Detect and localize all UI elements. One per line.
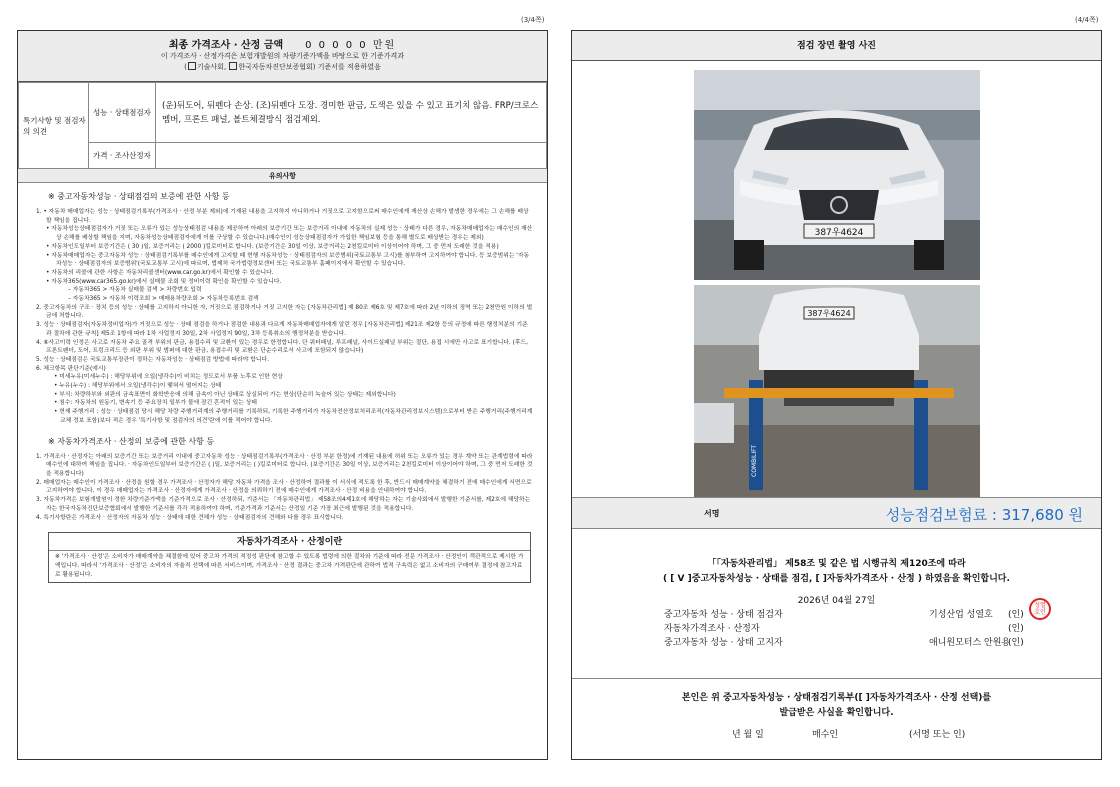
insurance-fee: 성능점검보험료 : 317,680 원 xyxy=(885,506,1083,524)
divider xyxy=(572,678,1101,679)
signer-role: 자동차가격조사 · 산정자 xyxy=(664,624,760,634)
car-front-image xyxy=(694,70,980,280)
appraiser-opinion xyxy=(156,143,547,169)
opinion-label: 특기사항 및 점검자의 의견 xyxy=(19,83,89,169)
signature-label: 서명 xyxy=(704,509,720,518)
s1-subitem: – 자동차365 > 자동차 실매물 검색 > 차량번호 입력 xyxy=(68,287,202,294)
price-appraisal-body: ※ '가격조사 · 산정'은 소비자가 매매계약을 체결함에 있어 중고차 가격의 적정성 판단에 참고할 수 있도록 법령에 의한 절차와 기준에 따라 전문 가격조사 · 산정인이 객관적으로 제시한 가액입니다. 따라서 '가격조사 · 산정'은 소비자의 자율적 선택에 따른 서비스이며, 가격조사 · 산정 결과는 중고차 가격판단에 관하여 법적 구속력은 없고 소비자의 구매여부 결정에 참고자료로 활용됩니다. xyxy=(55,554,524,579)
price-basis-line: 이 가격조사 · 산정가격은 보험개발원의 차량기준가액을 바탕으로 한 기준가격과 xyxy=(160,52,405,60)
plate-text-front: 387우4624 xyxy=(814,228,864,238)
car-lift-image xyxy=(694,285,980,497)
plate-text-rear: 387우4624 xyxy=(807,309,851,318)
s1-subitem: – 자동차365 > 자동차 이력조회 > 매매용차량조회 > 자동차등록번호 검색 xyxy=(68,296,259,303)
s2-item: 4. 특기사항란은 가격조사 · 산정자의 자동차 성능 · 상태에 대한 견해가 성능 · 상태점검자의 견해와 다를 경우 표시합니다. xyxy=(36,514,344,521)
price-standard-line: ( 기술사회, 한국자동차진단보증협회) 기준서를 적용하였음 xyxy=(184,63,381,71)
confirm-line-2: ( [ V ]중고자동차성능 · 상태를 점검, [ ]자동차가격조사 · 산정 ) 하였음을 확인합니다. xyxy=(663,574,1010,584)
buyer-acknowledgement xyxy=(572,691,1101,721)
s1-item: 4. ⑥사고이력 인정은 사고로 자동차 주요 골격 부위의 판금, 용접수리 및 교환이 있는 경우로 한정합니다. 단 쿼터패널, 루프패널, 사이드실패널 부위는 절단, 용접 시에만 사고로 표기합니다. (후드, 프론트펜더, 도어, 트렁크리드 등 외판 부위 및 범퍼에 대한 판금, 용접수리 및 교환은 단순수리로서 사고에 포함되지 않습니다) xyxy=(36,339,528,355)
signer-name: 애니원모터스 안원용 xyxy=(929,638,1011,648)
section2-body xyxy=(18,453,547,523)
signer-mark: (인) xyxy=(1008,624,1024,634)
car-lift-photo xyxy=(694,285,980,497)
s1-item: • 자동차인도일부터 보증기간은 ( 30 )일, 보증거리는 ( 2000 )킬로미터로 합니다. (보증기간은 30일 이상, 보증거리는 2천킬로미터 이상이어야 하며, 그 중 먼저 도래한 것을 적용) xyxy=(46,243,499,250)
s1-item: 2. 중고자동차의 구조 · 장치 등의 성능 · 상태를 고지하지 아니한 자, 거짓으로 점검하거나 거짓 고지한 자는 [자동차관리법] 제 80조 제6호 및 제7호에 따라 2년 이하의 징역 또는 2천만원 이하의 벌금에 처합니다. xyxy=(36,304,533,320)
inspector-label: 성능 · 상태점검자 xyxy=(89,83,156,143)
photo-section-title: 점검 장면 촬영 사진 xyxy=(572,31,1101,61)
final-price-header xyxy=(18,31,547,82)
page-number-right: (4/4쪽) xyxy=(1075,16,1099,24)
s1-item: 5. 성능 · 상태점검은 국토교통부장관이 정하는 자동차성능 · 상태점검 방법에 따라야 합니다. xyxy=(36,356,269,363)
price-appraisal-title: 자동차가격조사 · 산정이란 xyxy=(49,533,530,551)
page-left xyxy=(17,30,548,760)
ack-date: 년 월 일 xyxy=(732,730,764,740)
inspection-confirmation xyxy=(572,557,1101,587)
s1-item: 6. 체크항목 판단기준(예시) xyxy=(36,365,106,372)
appraiser-label: 가격 · 조사산정자 xyxy=(89,143,156,169)
car-front-photo xyxy=(694,70,980,280)
s1-subitem: • 누유(누수) : 해당부위에서 오일(냉각수)이 맺혀서 떨어지는 상태 xyxy=(54,383,222,390)
s2-item: 2. 매매업자는 매수인이 가격조사 · 산정을 원할 경우 가격조사 · 산정자가 해당 자동차 가격을 조사 · 산정하여 결과를 이 서식에 적도록 한 후, 반드시 매매계약을 체결하기 전에 매수인에게 서면으로 고지하여야 합니다. 이 경우 매매업자는 가격조사 · 산정자에게 가격조사 · 산정을 의뢰하기 전에 매수인에게 가격조사 · 산정 비용을 안내하여야 합니다. xyxy=(36,479,532,495)
signer-name: 기성산업 성열호 xyxy=(929,610,993,620)
final-price-amount: 0 0 0 0 0 만원 xyxy=(305,40,397,51)
s1-item: • 자동차성능상태점검자가 거짓 또는 오류가 있는 성능상태점검 내용을 제공하여 아래의 보증기간 또는 보증거리 이내에 자동차의 실제 성능 · 상태가 다른 경우, 자동차매매업자는 매수인의 재산상 손해를 배상할 책임을 지며, 자동차성능상태점검자에게 이를 구상할 수 있습니다.(매수인이 성능상태점검자가 가입한 책임보험 등을 통해 별도로 배상받는 경우는 제외) xyxy=(46,226,533,242)
confirm-line-1: 「「자동차관리법」 제58조 및 같은 법 시행규칙 제120조에 따라 xyxy=(707,559,966,569)
ack-line-1: 본인은 위 중고자동차성능 · 상태점검기록부([ ]자동차가격조사 · 산정 선택)를 xyxy=(681,693,992,703)
page-number-left: (3/4쪽) xyxy=(521,16,545,24)
s1-subitem: • 현재 주행거리 : 성능 · 상태점검 당시 해당 차량 주행거리계의 주행거리를 기록하되, 기록한 주행거리가 자동차전산정보처리조직(자동차관리정보시스템)으로부터 받은 주행거리(주행거리계 교체 정보 포함)보다 적은 경우 '특기사항 및 점검자의 의견'란에 이를 적어야 합니다. xyxy=(54,409,533,424)
confirm-date: 2026년 04월 27일 xyxy=(797,596,876,606)
s1-subitem: • 침수: 자동차의 원동기, 변속기 등 주요장치 일부가 물에 잠긴 흔적이 있는 상태 xyxy=(54,400,257,407)
ack-line-2: 발급받은 사실을 확인합니다. xyxy=(779,708,894,718)
s1-item: 3. 성능 · 상태점검자(자동차정비업자)가 거짓으로 성능 · 상태 점검을 하거나 점검한 내용과 다르게 자동차매매업자에게 알린 경우 [자동차관리법] 제21조 제2항 등의 규정에 따른 행정처분의 기준과 절차에 관한 규칙] 제5조 1항에 따라 1차 사업정지 30일, 2차 사업정지 90일, 3차 등록취소의 행정처분을 받습니다. xyxy=(36,322,528,337)
lift-brand-text: COMBILIFT xyxy=(751,444,758,477)
section2-title: ※ 자동차가격조사 · 산정의 보증에 관한 사항 등 xyxy=(48,436,215,446)
signature-row xyxy=(572,497,1101,529)
opinion-table xyxy=(18,82,547,169)
s1-item: • 자동차의 리콜에 관한 사항은 자동차리콜센터(www.car.go.kr)에서 확인할 수 있습니다. xyxy=(46,269,274,276)
inspector-seal: 성열 호인 xyxy=(1029,598,1051,620)
buyer-sign-field[interactable]: (서명 또는 인) xyxy=(909,730,966,740)
signer-mark: (인) xyxy=(1008,610,1024,620)
signer-mark: (인) xyxy=(1008,638,1024,648)
section1-title: ※ 중고자동차성능 · 상태점검의 보증에 관한 사항 등 xyxy=(48,192,230,201)
page-right xyxy=(571,30,1102,760)
buyer-label: 매수인 xyxy=(812,730,839,740)
signer-role: 중고자동차 성능 · 상태 고지자 xyxy=(664,638,783,648)
price-appraisal-box xyxy=(48,532,531,583)
s1-item: 1. • 자동차 매매업자는 성능 · 상태점검기록부(가격조사 · 산정 부분 제외)에 기재된 내용을 고지하지 아니하거나 거짓으로 고지함으로써 매수인에게 재산상 손해가 발생한 경우에는 그 손해를 배상할 책임을 집니다. xyxy=(36,209,529,224)
s1-subitem: • 미세누유(미세누수) : 해당부위에 오일(냉각수)이 비치는 정도로서 부품 노후로 인한 현상 xyxy=(54,374,283,381)
final-price-title: 최종 가격조사 · 산정 금액 xyxy=(168,40,284,51)
section1-body xyxy=(18,208,547,426)
inspector-opinion: (운)뒤도어, 뒤펜다 손상. (조)뒤펜다 도장. 경미한 판금, 도색은 있을 수 있고 표기치 않음. FRP/크로스멤버, 프론트 패널, 볼트체결방식 점검제외. xyxy=(156,83,547,143)
s1-item: • 자동차365(www.car365.go.kr)에서 실매물 조회 및 정비이력 확인을 확인할 수 있습니다. xyxy=(46,278,282,285)
checkbox-tech-society[interactable] xyxy=(188,62,196,70)
checkbox-kadia[interactable] xyxy=(229,62,237,70)
s2-item: 1. 가격조사 · 산정자는 아래의 보증기간 또는 보증거리 이내에 중고자동차 성능 · 상태점검기록부(가격조사 · 산정 부분 한정)에 기재된 내용에 허위 또는 오류가 있는 경우 계약 또는 관계법령에 따라 매수인에 대하여 책임을 집니다. · 자동차인도일부터 보증기간은 ( )일, 보증거리는 ( )킬로미터로 합니다. (보증기간은 30일 이상, 보증거리는 2천킬로미터 이상이어야 하며, 그 중 먼저 도래한 것을 적용합니다) xyxy=(36,453,533,477)
s2-item: 3. 자동차가격은 보험개발원이 정한 차량기준가액을 기준가격으로 조사 · 산정하되, 기준서는 「자동차관리법」 제58조의4제1호에 해당하는 자는 기술사회에서 발행한 기준서를, 제2호에 해당하는 자는 한국자동차진단보증협회에서 발행한 기준서를 각각 적용하여야 하며, 기준가격과 기준서는 산정일 기준 가장 최근에 발행된 것을 적용합니다. xyxy=(36,497,531,512)
notice-title: 유의사항 xyxy=(18,169,547,183)
signer-role: 중고자동차 성능 · 상태 점검자 xyxy=(664,610,783,620)
s1-subitem: • 부식: 차량하부와 외판의 금속표면이 화학반응에 의해 금속이 아닌 상태로 상실되어 가는 현상(단순히 녹슬어 있는 상태는 제외합니다) xyxy=(54,391,396,398)
s1-item: • 자동차매매업자는 중고자동차 성능 · 상태점검기록부를 매수인에게 고지할 때 현행 자동차성능 · 상태점검자의 보증범위(국토교통부 고시)를 첨부하여 고지하여야 합니다. 등 보증범위는 '자동차성능 · 상태점검자의 보증범위'(국토교통부 고시)에 따르며, 법제처 국가법령정보센터 또는 국토교통부 홈페이지에서 확인할 수 있습니다. xyxy=(46,252,530,268)
